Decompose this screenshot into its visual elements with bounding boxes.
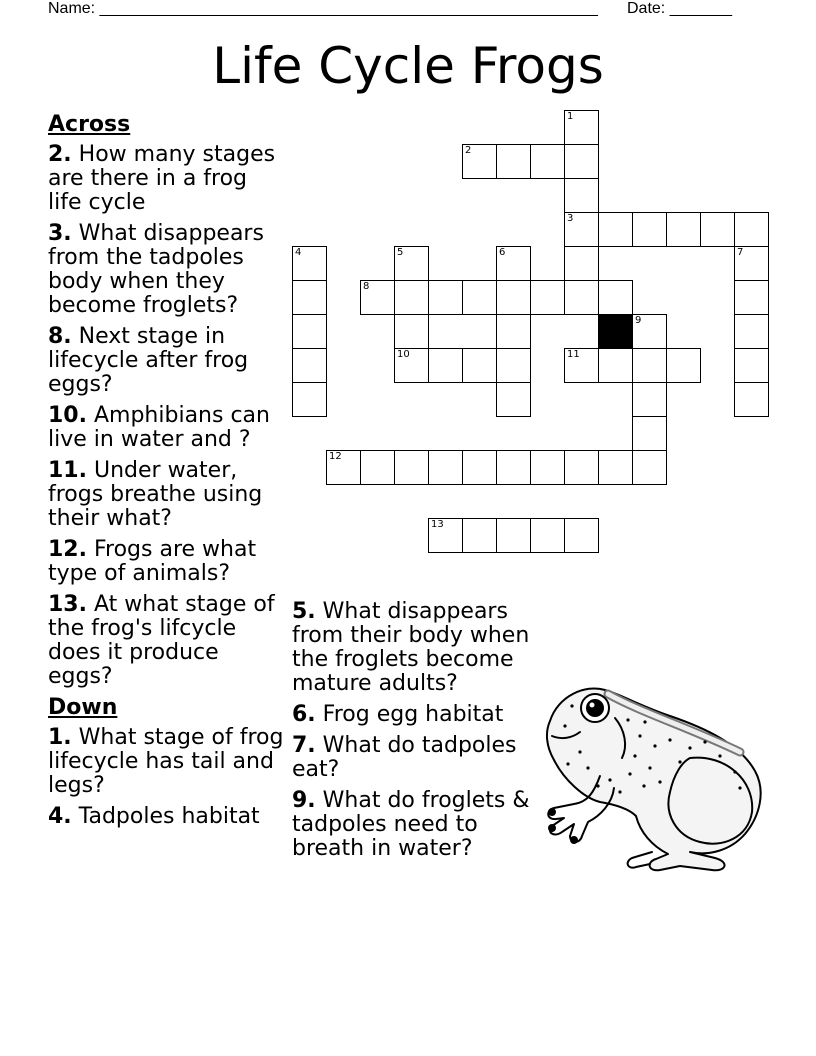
clue-number: 1. <box>48 725 72 750</box>
clue-text: Next stage in lifecycle after frog eggs? <box>48 324 249 397</box>
crossword-cell[interactable] <box>394 450 429 485</box>
crossword-cell[interactable] <box>564 246 599 281</box>
crossword-cell[interactable] <box>666 348 701 383</box>
crossword-cell[interactable] <box>530 518 565 553</box>
crossword-cell[interactable] <box>598 348 633 383</box>
crossword-cell[interactable] <box>700 212 735 247</box>
clue-number: 7. <box>292 733 316 758</box>
cell-number: 13 <box>431 519 444 530</box>
crossword-cell[interactable] <box>632 348 667 383</box>
crossword-cell[interactable] <box>292 382 327 417</box>
crossword-cell[interactable] <box>734 314 769 349</box>
page-title: Life Cycle Frogs <box>212 37 604 95</box>
cell-number: 9 <box>635 315 642 326</box>
frog-icon <box>540 676 790 876</box>
down-clue <box>292 789 537 861</box>
down-clue <box>292 600 537 696</box>
clue-text: Frogs are what type of animals? <box>48 537 257 586</box>
crossword-cell[interactable] <box>530 450 565 485</box>
down-clue <box>292 703 537 727</box>
cell-number: 5 <box>397 247 404 258</box>
across-clue <box>48 143 284 215</box>
cell-number: 6 <box>499 247 506 258</box>
crossword-cell[interactable] <box>496 280 531 315</box>
clue-number: 3. <box>48 221 72 246</box>
clue-number: 6. <box>292 702 316 727</box>
crossword-cell[interactable] <box>496 314 531 349</box>
cell-number: 12 <box>329 451 342 462</box>
down-clue <box>48 726 284 798</box>
clue-list-right <box>292 600 537 868</box>
clue-number: 4. <box>48 804 72 829</box>
clue-number: 5. <box>292 599 316 624</box>
crossword-cell[interactable] <box>632 314 667 349</box>
across-clue <box>48 538 284 586</box>
crossword-cell[interactable] <box>564 110 599 145</box>
crossword-cell[interactable] <box>734 280 769 315</box>
clue-text: What stage of frog lifecycle has tail and legs? <box>48 725 284 798</box>
crossword-cell[interactable] <box>530 144 565 179</box>
crossword-cell[interactable] <box>632 212 667 247</box>
clue-text: Frog egg habitat <box>322 702 504 727</box>
crossword-cell[interactable] <box>496 246 531 281</box>
cell-number: 10 <box>397 349 410 360</box>
crossword-cell[interactable] <box>666 212 701 247</box>
across-clue <box>48 593 284 689</box>
crossword-cell[interactable] <box>462 450 497 485</box>
crossword-cell[interactable] <box>428 518 463 553</box>
across-heading: Across <box>48 112 131 137</box>
crossword-cell[interactable] <box>734 212 769 247</box>
crossword-cell[interactable] <box>734 246 769 281</box>
clue-number: 13. <box>48 592 87 617</box>
crossword-cell[interactable] <box>394 246 429 281</box>
date-field[interactable]: Date: _______ <box>627 0 732 17</box>
cell-number: 4 <box>295 247 302 258</box>
cell-number: 7 <box>737 247 744 258</box>
cell-number: 3 <box>567 213 574 224</box>
crossword-cell[interactable] <box>734 382 769 417</box>
down-heading: Down <box>48 695 118 720</box>
cell-number: 11 <box>567 349 580 360</box>
clue-number: 12. <box>48 537 87 562</box>
clue-list-left <box>48 113 284 836</box>
crossword-cell[interactable] <box>326 450 361 485</box>
crossword-cell[interactable] <box>462 280 497 315</box>
crossword-cell[interactable] <box>292 280 327 315</box>
clue-number: 8. <box>48 324 72 349</box>
crossword-cell[interactable] <box>394 280 429 315</box>
crossword-cell[interactable] <box>632 450 667 485</box>
cell-number: 2 <box>465 145 472 156</box>
clue-text: At what stage of the frog's lifcycle does it produce eggs? <box>48 592 275 689</box>
crossword-cell[interactable] <box>564 144 599 179</box>
crossword-cell[interactable] <box>462 144 497 179</box>
crossword-cell[interactable] <box>564 348 599 383</box>
clue-number: 11. <box>48 458 87 483</box>
crossword-cell[interactable] <box>496 382 531 417</box>
crossword-cell[interactable] <box>496 144 531 179</box>
crossword-cell[interactable] <box>462 348 497 383</box>
clue-text: Under water, frogs breathe using their what? <box>48 458 263 531</box>
crossword-cell[interactable] <box>428 450 463 485</box>
crossword-cell[interactable] <box>462 518 497 553</box>
down-clue <box>48 805 284 829</box>
crossword-cell[interactable] <box>394 348 429 383</box>
crossword-cell[interactable] <box>564 518 599 553</box>
across-clue <box>48 325 284 397</box>
across-clue <box>48 404 284 452</box>
black-cell <box>598 314 633 349</box>
crossword-cell[interactable] <box>292 314 327 349</box>
crossword-cell[interactable] <box>496 518 531 553</box>
name-field[interactable]: Name: ________________________________________________________ <box>48 0 598 17</box>
crossword-cell[interactable] <box>360 280 395 315</box>
crossword-cell[interactable] <box>598 212 633 247</box>
cell-number: 8 <box>363 281 370 292</box>
crossword-cell[interactable] <box>428 348 463 383</box>
crossword-cell[interactable] <box>428 280 463 315</box>
crossword-cell[interactable] <box>564 212 599 247</box>
cell-number: 1 <box>567 111 574 122</box>
down-clue <box>292 734 537 782</box>
clue-text: What do tadpoles eat? <box>292 733 517 782</box>
crossword-cell[interactable] <box>292 348 327 383</box>
crossword-cell[interactable] <box>496 348 531 383</box>
across-clue <box>48 222 284 318</box>
clue-number: 10. <box>48 403 87 428</box>
clue-text: What disappears from the tadpoles body when they become froglets? <box>48 221 264 318</box>
clue-text: What disappears from their body when the froglets become mature adults? <box>292 599 530 696</box>
crossword-cell[interactable] <box>360 450 395 485</box>
crossword-cell[interactable] <box>564 280 599 315</box>
clue-text: How many stages are there in a frog life cycle <box>48 142 276 215</box>
clue-text: Amphibians can live in water and ? <box>48 403 270 452</box>
crossword-cell[interactable] <box>530 280 565 315</box>
crossword-cell[interactable] <box>598 280 633 315</box>
crossword-cell[interactable] <box>632 416 667 451</box>
crossword-cell[interactable] <box>564 450 599 485</box>
crossword-cell[interactable] <box>734 348 769 383</box>
crossword-cell[interactable] <box>632 382 667 417</box>
crossword-cell[interactable] <box>598 450 633 485</box>
clue-text: Tadpoles habitat <box>78 804 260 829</box>
clue-number: 9. <box>292 788 316 813</box>
crossword-cell[interactable] <box>394 314 429 349</box>
clue-number: 2. <box>48 142 72 167</box>
crossword-cell[interactable] <box>496 450 531 485</box>
crossword-cell[interactable] <box>292 246 327 281</box>
crossword-cell[interactable] <box>564 178 599 213</box>
clue-text: What do froglets & tadpoles need to breath in water? <box>292 788 530 861</box>
across-clue <box>48 459 284 531</box>
